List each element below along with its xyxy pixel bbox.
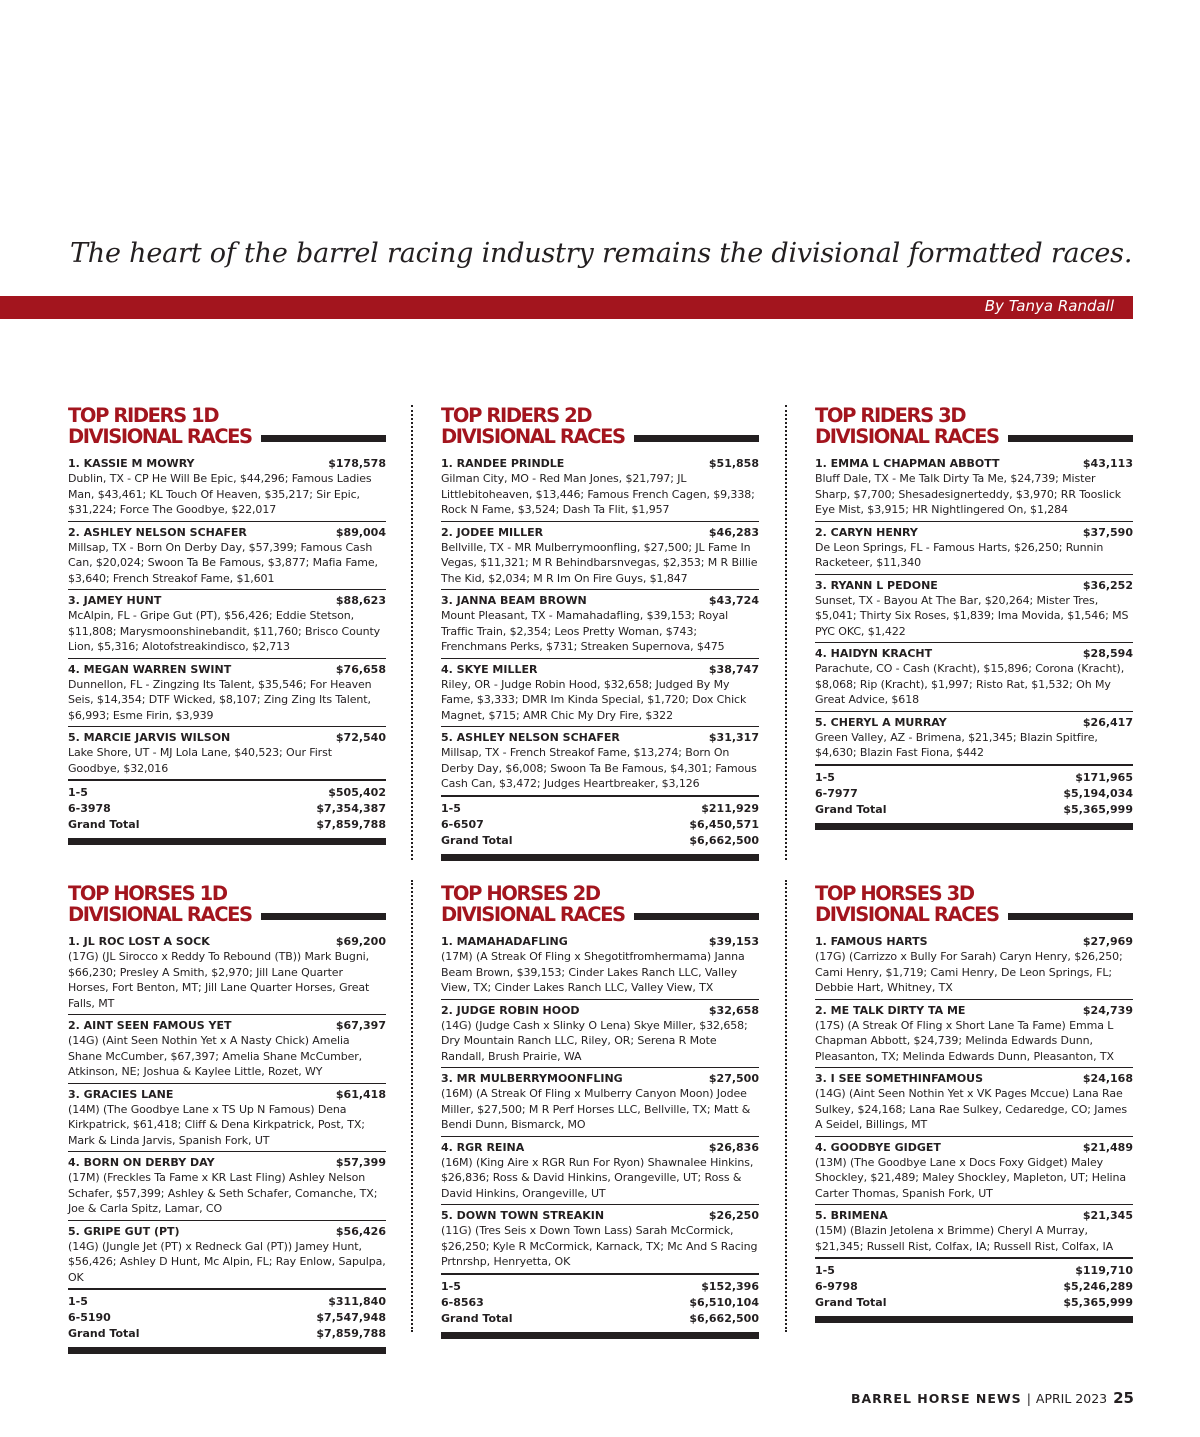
- entry-name: 5. ASHLEY NELSON SCHAFER: [441, 731, 620, 744]
- totals-row: [441, 817, 759, 833]
- entry-amount: $24,168: [1082, 1072, 1133, 1085]
- entry-header: [815, 1208, 1133, 1223]
- totals-row: [441, 1279, 759, 1295]
- ranking-list: [68, 453, 386, 780]
- entry-header: [815, 1071, 1133, 1086]
- totals-value: $505,402: [328, 786, 386, 799]
- ranking-entry: [68, 453, 386, 522]
- entry-amount: $51,858: [708, 457, 759, 470]
- entry-details: Dublin, TX - CP He Will Be Epic, $44,296; Famous Ladies Man, $43,461; KL Touch Of Heaven, $35,217; Sir Epic, $31,224; Force The Goodbye, $22,017: [68, 472, 372, 516]
- section-title-line2-row: [68, 904, 386, 925]
- ranking-entry: [815, 712, 1133, 765]
- entry-amount: $28,594: [1082, 647, 1133, 660]
- ranking-entry: [68, 522, 386, 591]
- section-title: [68, 405, 386, 447]
- ranking-entry: [68, 659, 386, 728]
- entry-name: 1. JL ROC LOST A SOCK: [68, 935, 210, 948]
- ranking-entry: [815, 643, 1133, 712]
- entry-header: [441, 593, 759, 608]
- entry-name: 4. MEGAN WARREN SWINT: [68, 662, 232, 676]
- entry-header: [68, 456, 386, 471]
- section-end-rule: [815, 1316, 1133, 1323]
- ranking-entry: [815, 1205, 1133, 1258]
- ranking-entry: [68, 1221, 386, 1290]
- totals-row: [68, 1294, 386, 1310]
- ranking-entry: [815, 522, 1133, 575]
- totals-value: $311,840: [328, 1295, 386, 1308]
- entry-header: [815, 1140, 1133, 1155]
- entry-details: Parachute, CO - Cash (Kracht), $15,896; Corona (Kracht), $8,068; Rip (Kracht), $1,997; Risto Rat, $1,532; Oh My Great Advice, $618: [815, 662, 1125, 706]
- ranking-entry: [441, 659, 759, 728]
- section-title-line2: DIVISIONAL RACES: [441, 425, 625, 448]
- entry-header: [68, 1087, 386, 1102]
- totals-row: [441, 801, 759, 817]
- entry-amount: $31,317: [708, 731, 759, 744]
- section-title: [815, 883, 1133, 925]
- totals-value: $6,450,571: [689, 817, 759, 831]
- entry-name: 4. HAIDYN KRACHT: [815, 647, 933, 660]
- entry-details: Bellville, TX - MR Mulberrymoonfling, $27,500; JL Fame In Vegas, $11,321; M R Behindbarsnvegas, $2,353; M R Billie The Kid, $2,034; M R Im On Fire Guys, $1,847: [441, 540, 758, 585]
- section-title-line1: TOP HORSES 1D: [68, 882, 227, 905]
- entry-details: (11G) (Tres Seis x Down Town Lass) Sarah McCormick, $26,250; Kyle R McCormick, Karnack, TX; Mc And S Racing Prtnrshp, Henryetta, OK: [441, 1224, 758, 1268]
- entry-name: 3. JANNA BEAM BROWN: [441, 594, 587, 607]
- totals-label: 1-5: [441, 801, 461, 815]
- entry-amount: $178,578: [328, 457, 386, 470]
- entry-amount: $72,540: [335, 731, 386, 744]
- entry-amount: $37,590: [1082, 525, 1133, 539]
- ranking-entry: [441, 1000, 759, 1069]
- entry-name: 5. MARCIE JARVIS WILSON: [68, 731, 231, 744]
- column-divider: [785, 405, 787, 860]
- entry-name: 4. RGR REINA: [441, 1140, 525, 1154]
- entry-amount: $43,113: [1082, 457, 1133, 470]
- entry-details: Bluff Dale, TX - Me Talk Dirty Ta Me, $24,739; Mister Sharp, $7,700; Shesadesignerteddy, $3,970; RR Tooslick Eye Mist, $3,915; HR Nightlingered On, $1,284: [815, 472, 1122, 516]
- entry-name: 2. ME TALK DIRTY TA ME: [815, 1003, 966, 1017]
- ranking-entry: [68, 931, 386, 1015]
- entry-name: 3. JAMEY HUNT: [68, 594, 162, 607]
- entry-header: [441, 1140, 759, 1155]
- totals-label: 1-5: [815, 770, 835, 784]
- totals-row: [815, 1263, 1133, 1279]
- section-title-line2-row: [815, 904, 1133, 925]
- entry-details: Green Valley, AZ - Brimena, $21,345; Blazin Spitfire, $4,630; Blazin Fast Fiona, $442: [815, 730, 1098, 759]
- entry-name: 3. GRACIES LANE: [68, 1087, 174, 1101]
- byline: By Tanya Randall: [984, 297, 1114, 315]
- entry-header: [815, 525, 1133, 540]
- totals-block: [68, 1288, 386, 1342]
- section-title-line2: DIVISIONAL RACES: [441, 903, 625, 926]
- title-rule: [261, 913, 386, 920]
- title-rule: [634, 913, 759, 920]
- totals-label: 6-3978: [68, 802, 111, 815]
- entry-details: (14G) (Jungle Jet (PT) x Redneck Gal (PT)) Jamey Hunt, $56,426; Ashley D Hunt, Mc Alpin, FL; Ray Enlow, Sapulpa, OK: [68, 1239, 386, 1284]
- ranking-entry: [68, 1084, 386, 1153]
- entry-details: (14G) (Judge Cash x Slinky O Lena) Skye Miller, $32,658; Dry Mountain Ranch LLC, Riley, OR; Serena R Mote Randall, Brush Prairie, WA: [441, 1018, 748, 1063]
- entry-header: [68, 730, 386, 745]
- entry-header: [68, 593, 386, 608]
- title-rule: [634, 435, 759, 442]
- entry-name: 1. RANDEE PRINDLE: [441, 457, 565, 470]
- title-rule: [1008, 435, 1133, 442]
- section-title-line2: DIVISIONAL RACES: [68, 903, 252, 926]
- totals-value: $7,547,948: [316, 1311, 386, 1324]
- totals-value: $5,365,999: [1063, 802, 1133, 816]
- entry-header: [441, 1071, 759, 1086]
- entry-amount: $57,399: [335, 1156, 386, 1169]
- entry-amount: $61,418: [335, 1087, 386, 1101]
- section-end-rule: [441, 854, 759, 861]
- entry-details: McAlpin, FL - Gripe Gut (PT), $56,426; Eddie Stetson, $11,808; Marysmoonshinebandit, $11,760; Brisco County Lion, $5,316; Alotofstreakindisco, $2,713: [68, 609, 381, 653]
- entry-header: [441, 662, 759, 677]
- totals-row: [441, 1295, 759, 1311]
- entry-header: [815, 456, 1133, 471]
- totals-row: [815, 786, 1133, 802]
- headline: The heart of the barrel racing industry remains the divisional formatted races.: [70, 238, 1133, 269]
- totals-block: [441, 1273, 759, 1327]
- title-rule: [261, 435, 386, 442]
- totals-row: [815, 1279, 1133, 1295]
- section-title: [815, 405, 1133, 447]
- totals-row: [441, 1311, 759, 1327]
- totals-row: [68, 817, 386, 833]
- entry-amount: $26,417: [1082, 715, 1133, 729]
- entry-details: Lake Shore, UT - MJ Lola Lane, $40,523; Our First Goodbye, $32,016: [68, 746, 332, 775]
- section-title-line1: TOP RIDERS 2D: [441, 404, 592, 427]
- entry-details: Gilman City, MO - Red Man Jones, $21,797; JL Littlebitoheaven, $13,446; Famous French Cagen, $9,338; Rock N Fame, $3,524; Dash Ta Flit, $1,957: [441, 472, 755, 516]
- totals-label: Grand Total: [441, 833, 513, 847]
- entry-name: 2. JODEE MILLER: [441, 525, 544, 539]
- entry-header: [68, 1018, 386, 1033]
- entry-details: Millsap, TX - Born On Derby Day, $57,399; Famous Cash Can, $20,024; Swoon Ta Be Famous, $3,877; Mafia Fame, $3,640; French Streakof Fame, $1,601: [68, 540, 378, 585]
- section-title-line2: DIVISIONAL RACES: [68, 425, 252, 448]
- ranking-section: [815, 883, 1133, 1323]
- entry-name: 1. FAMOUS HARTS: [815, 935, 928, 948]
- entry-details: (14M) (The Goodbye Lane x TS Up N Famous) Dena Kirkpatrick, $61,418; Cliff & Dena Kirkpatrick, Post, TX; Mark & Linda Jarvis, Spanish Fork, UT: [68, 1102, 365, 1147]
- ranking-list: [815, 453, 1133, 765]
- totals-block: [815, 1257, 1133, 1311]
- ranking-entry: [68, 1015, 386, 1084]
- entry-name: 3. I SEE SOMETHINFAMOUS: [815, 1072, 984, 1085]
- entry-amount: $46,283: [708, 525, 759, 539]
- totals-block: [68, 779, 386, 833]
- entry-amount: $67,397: [335, 1019, 386, 1032]
- entry-details: Millsap, TX - French Streakof Fame, $13,274; Born On Derby Day, $6,008; Swoon Ta Be Famous, $4,301; Famous Cash Can, $3,472; Judges Heartbreaker, $3,126: [441, 746, 757, 790]
- entry-details: Dunnellon, FL - Zingzing Its Talent, $35,546; For Heaven Seis, $14,354; DTF Wicked, $8,107; Zing Zing Its Talent, $6,993; Esme Firin, $3,939: [68, 677, 372, 722]
- section-end-rule: [68, 1347, 386, 1354]
- entry-name: 5. BRIMENA: [815, 1209, 888, 1222]
- entry-amount: $89,004: [335, 525, 386, 539]
- ranking-entry: [815, 1137, 1133, 1206]
- byline-bar: [0, 296, 1133, 319]
- totals-label: 1-5: [815, 1264, 835, 1277]
- totals-label: 6-8563: [441, 1295, 484, 1309]
- entry-amount: $39,153: [708, 935, 759, 948]
- totals-row: [68, 801, 386, 817]
- section-title-line1: TOP RIDERS 1D: [68, 404, 219, 427]
- entry-name: 5. GRIPE GUT (PT): [68, 1224, 180, 1238]
- entry-header: [68, 525, 386, 540]
- ranking-list: [441, 453, 759, 796]
- section-title-line1: TOP RIDERS 3D: [815, 404, 966, 427]
- ranking-entry: [68, 727, 386, 780]
- entry-name: 2. AINT SEEN FAMOUS YET: [68, 1019, 232, 1032]
- ranking-section: [815, 405, 1133, 830]
- entry-header: [441, 1208, 759, 1223]
- column-divider: [411, 880, 413, 1332]
- entry-details: (13M) (The Goodbye Lane x Docs Foxy Gidget) Maley Shockley, $21,489; Maley Shockley, Mapleton, UT; Helina Carter Thomas, Spanish Fork, UT: [815, 1155, 1126, 1200]
- totals-label: 6-9798: [815, 1280, 858, 1293]
- totals-value: $6,510,104: [689, 1295, 759, 1309]
- ranking-entry: [441, 931, 759, 1000]
- entry-header: [815, 646, 1133, 661]
- entry-amount: $21,489: [1082, 1140, 1133, 1154]
- entry-name: 4. BORN ON DERBY DAY: [68, 1156, 215, 1169]
- totals-row: [68, 1326, 386, 1342]
- totals-value: $6,662,500: [689, 1311, 759, 1325]
- section-title-line2-row: [441, 904, 759, 925]
- totals-label: 1-5: [441, 1279, 461, 1293]
- entry-name: 5. CHERYL A MURRAY: [815, 715, 947, 729]
- entry-details: Riley, OR - Judge Robin Hood, $32,658; Judged By My Fame, $3,333; DMR Im Kinda Special, $1,720; Dox Chick Magnet, $715; AMR Chic My Dry Fire, $322: [441, 677, 747, 722]
- entry-amount: $76,658: [335, 662, 386, 676]
- section-title-line2-row: [815, 426, 1133, 447]
- issue-date: APRIL 2023: [1035, 1391, 1108, 1406]
- entry-name: 5. DOWN TOWN STREAKIN: [441, 1209, 605, 1222]
- entry-details: (15M) (Blazin Jetolena x Brimme) Cheryl A Murray, $21,345; Russell Rist, Colfax, IA; Russell Rist, Colfax, IA: [815, 1224, 1114, 1253]
- totals-value: $7,859,788: [316, 1327, 386, 1340]
- ranking-list: [68, 931, 386, 1289]
- totals-label: Grand Total: [815, 802, 887, 816]
- magazine-name: BARREL HORSE NEWS: [850, 1391, 1022, 1406]
- section-title-line2: DIVISIONAL RACES: [815, 903, 999, 926]
- ranking-list: [441, 931, 759, 1274]
- totals-label: Grand Total: [441, 1311, 513, 1325]
- section-title: [68, 883, 386, 925]
- entry-name: 2. CARYN HENRY: [815, 525, 918, 539]
- section-title-line2-row: [68, 426, 386, 447]
- totals-value: $152,396: [701, 1279, 759, 1293]
- totals-label: 1-5: [68, 1295, 88, 1308]
- totals-label: Grand Total: [815, 1296, 887, 1309]
- entry-name: 4. SKYE MILLER: [441, 662, 538, 676]
- totals-row: [441, 833, 759, 849]
- entry-amount: $27,969: [1082, 935, 1133, 948]
- entry-amount: $38,747: [708, 662, 759, 676]
- totals-row: [815, 1295, 1133, 1311]
- totals-row: [815, 802, 1133, 818]
- section-title-line2: DIVISIONAL RACES: [815, 425, 999, 448]
- entry-details: (17S) (A Streak Of Fling x Short Lane Ta Fame) Emma L Chapman Abbott, $24,739; Melinda Edwards Dunn, Pleasanton, TX; Melinda Edwards Dunn, Pleasanton, TX: [815, 1018, 1114, 1063]
- entry-header: [815, 715, 1133, 730]
- totals-row: [68, 1310, 386, 1326]
- entry-name: 3. RYANN L PEDONE: [815, 578, 938, 592]
- totals-block: [441, 795, 759, 849]
- entry-details: (16M) (A Streak Of Fling x Mulberry Canyon Moon) Jodee Miller, $27,500; M R Perf Horses LLC, Bellville, TX; Matt & Bendi Dunn, Bismarck, MO: [441, 1087, 751, 1131]
- entry-name: 3. MR MULBERRYMOONFLING: [441, 1072, 623, 1085]
- totals-value: $5,365,999: [1063, 1296, 1133, 1309]
- totals-row: [815, 770, 1133, 786]
- section-end-rule: [68, 838, 386, 845]
- column-divider: [785, 880, 787, 1332]
- totals-value: $119,710: [1075, 1264, 1133, 1277]
- entry-header: [68, 662, 386, 677]
- page-number: 25: [1113, 1389, 1134, 1407]
- entry-name: 4. GOODBYE GIDGET: [815, 1140, 941, 1154]
- footer-separator: |: [1026, 1391, 1031, 1406]
- entry-details: (17G) (Carrizzo x Bully For Sarah) Caryn Henry, $26,250; Cami Henry, $1,719; Cami Henry, De Leon Springs, FL; Debbie Hart, Whitney, TX: [815, 950, 1123, 994]
- ranking-entry: [441, 522, 759, 591]
- column-divider: [411, 405, 413, 860]
- ranking-entry: [68, 1152, 386, 1221]
- ranking-entry: [441, 590, 759, 659]
- entry-header: [441, 730, 759, 745]
- entry-header: [441, 525, 759, 540]
- page-footer: [851, 1389, 1134, 1407]
- totals-label: 6-5190: [68, 1311, 111, 1324]
- entry-details: (17G) (JL Sirocco x Reddy To Rebound (TB)) Mark Bugni, $66,230; Presley A Smith, $2,970; Jill Lane Quarter Horses, Fort Benton, MT; Jill Lane Quarter Horses, Great Falls, MT: [68, 950, 370, 1010]
- entry-amount: $27,500: [708, 1072, 759, 1085]
- ranking-section: [68, 883, 386, 1354]
- ranking-entry: [441, 1205, 759, 1274]
- totals-value: $5,246,289: [1063, 1280, 1133, 1293]
- entry-details: (14G) (Aint Seen Nothin Yet x A Nasty Chick) Amelia Shane McCumber, $67,397; Amelia Shane McCumber, Atkinson, NE; Joshua & Kaylee Little, Rozet, WY: [68, 1034, 363, 1078]
- section-title-line1: TOP HORSES 2D: [441, 882, 600, 905]
- entry-amount: $24,739: [1082, 1003, 1133, 1017]
- entry-header: [68, 1224, 386, 1239]
- entry-header: [68, 934, 386, 949]
- entry-amount: $21,345: [1082, 1209, 1133, 1222]
- entry-amount: $43,724: [708, 594, 759, 607]
- ranking-entry: [441, 453, 759, 522]
- ranking-entry: [68, 590, 386, 659]
- section-title: [441, 883, 759, 925]
- entry-header: [441, 1003, 759, 1018]
- entry-header: [815, 934, 1133, 949]
- ranking-entry: [815, 453, 1133, 522]
- entry-header: [441, 456, 759, 471]
- ranking-entry: [441, 1137, 759, 1206]
- totals-label: 6-7977: [815, 786, 858, 800]
- ranking-entry: [815, 1068, 1133, 1137]
- ranking-list: [815, 931, 1133, 1258]
- ranking-entry: [441, 1068, 759, 1137]
- ranking-section: [68, 405, 386, 845]
- section-end-rule: [441, 1332, 759, 1339]
- entry-details: (17M) (A Streak Of Fling x Shegotitfromhermama) Janna Beam Brown, $39,153; Cinder Lakes Ranch LLC, Valley View, TX; Cinder Lakes Ranch LLC, Valley View, TX: [441, 950, 745, 994]
- entry-name: 2. JUDGE ROBIN HOOD: [441, 1003, 580, 1017]
- totals-block: [815, 764, 1133, 818]
- entry-details: (16M) (King Aire x RGR Run For Ryon) Shawnalee Hinkins, $26,836; Ross & David Hinkins, Orangeville, UT; Ross & David Hinkins, Orangeville, UT: [441, 1155, 754, 1200]
- totals-value: $5,194,034: [1063, 786, 1133, 800]
- totals-value: $7,354,387: [316, 802, 386, 815]
- totals-value: $7,859,788: [316, 818, 386, 831]
- section-title-line1: TOP HORSES 3D: [815, 882, 974, 905]
- totals-label: 1-5: [68, 786, 88, 799]
- entry-header: [441, 934, 759, 949]
- totals-value: $6,662,500: [689, 833, 759, 847]
- entry-amount: $69,200: [335, 935, 386, 948]
- ranking-entry: [815, 575, 1133, 644]
- entry-amount: $56,426: [335, 1224, 386, 1238]
- entry-name: 1. KASSIE M MOWRY: [68, 457, 195, 470]
- entry-amount: $26,836: [708, 1140, 759, 1154]
- entry-details: Mount Pleasant, TX - Mamahadafling, $39,153; Royal Traffic Train, $2,354; Leos Pretty Woman, $743; Frenchmans Perks, $731; Streaken Supernova, $475: [441, 609, 729, 653]
- title-rule: [1008, 913, 1133, 920]
- entry-details: (14G) (Aint Seen Nothin Yet x VK Pages Mccue) Lana Rae Sulkey, $24,168; Lana Rae Sulkey, Cedaredge, CO; James A Seidel, Billings, MT: [815, 1087, 1127, 1131]
- ranking-section: [441, 405, 759, 861]
- entry-name: 1. MAMAHADAFLING: [441, 935, 568, 948]
- entry-amount: $26,250: [708, 1209, 759, 1222]
- entry-header: [815, 578, 1133, 593]
- ranking-entry: [815, 931, 1133, 1000]
- entry-header: [815, 1003, 1133, 1018]
- ranking-entry: [441, 727, 759, 796]
- ranking-section: [441, 883, 759, 1339]
- section-end-rule: [815, 823, 1133, 830]
- totals-row: [68, 785, 386, 801]
- section-title: [441, 405, 759, 447]
- entry-amount: $32,658: [708, 1003, 759, 1017]
- entry-name: 2. ASHLEY NELSON SCHAFER: [68, 525, 247, 539]
- entry-details: (17M) (Freckles Ta Fame x KR Last Fling) Ashley Nelson Schafer, $57,399; Ashley & Seth Schafer, Comanche, TX; Joe & Carla Spitz, Lamar, CO: [68, 1171, 378, 1215]
- section-title-line2-row: [441, 426, 759, 447]
- totals-value: $171,965: [1075, 770, 1133, 784]
- entry-header: [68, 1155, 386, 1170]
- totals-label: 6-6507: [441, 817, 484, 831]
- totals-value: $211,929: [701, 801, 759, 815]
- entry-name: 1. EMMA L CHAPMAN ABBOTT: [815, 457, 1000, 470]
- entry-details: Sunset, TX - Bayou At The Bar, $20,264; Mister Tres, $5,041; Thirty Six Roses, $1,839; Ima Movida, $1,546; MS PYC OKC, $1,422: [815, 593, 1129, 638]
- ranking-entry: [815, 1000, 1133, 1069]
- totals-label: Grand Total: [68, 818, 140, 831]
- entry-amount: $36,252: [1082, 578, 1133, 592]
- entry-details: De Leon Springs, FL - Famous Harts, $26,250; Runnin Racketeer, $11,340: [815, 540, 1104, 569]
- totals-label: Grand Total: [68, 1327, 140, 1340]
- entry-amount: $88,623: [335, 594, 386, 607]
